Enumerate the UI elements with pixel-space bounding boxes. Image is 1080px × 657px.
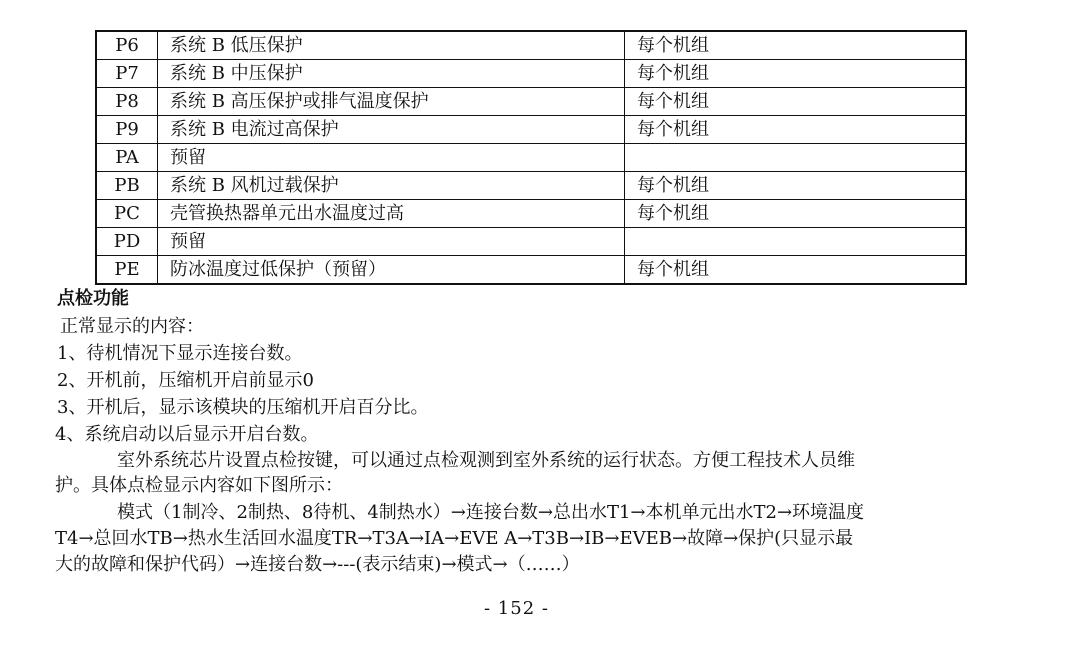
code-cell: PB: [96, 172, 158, 200]
code-cell: P8: [96, 88, 158, 116]
table-row: [96, 31, 966, 60]
paragraph-line: 室外系统芯片设置点检按键，可以通过点检观测到室外系统的运行状态。方便工程技术人员维: [117, 450, 855, 471]
paragraph-line: 护。具体点检显示内容如下图所示：: [55, 475, 343, 496]
list-item: 3、开机后，显示该模块的压缩机开启百分比。: [57, 397, 429, 418]
description-cell: 系统 B 高压保护或排气温度保护: [158, 88, 625, 116]
list-item: 4、系统启动以后显示开启台数。: [55, 424, 319, 445]
code-cell: PC: [96, 200, 158, 228]
scope-cell: [625, 144, 967, 172]
scope-cell: 每个机组: [625, 200, 967, 228]
description-cell: 系统 B 低压保护: [158, 31, 625, 60]
table-row: [96, 172, 966, 200]
description-cell: 系统 B 电流过高保护: [158, 116, 625, 144]
code-cell: PA: [96, 144, 158, 172]
list-item: 2、开机前，压缩机开启前显示0: [57, 370, 314, 391]
description-cell: 预留: [158, 228, 625, 256]
scope-cell: 每个机组: [625, 116, 967, 144]
table-body: [96, 31, 966, 284]
table-row: [96, 228, 966, 256]
description-cell: 壳管换热器单元出水温度过高: [158, 200, 625, 228]
paragraph-line: T4→总回水TB→热水生活回水温度TR→T3A→IA→EVE A→T3B→IB→EVEB→故障→保护(只显示最: [55, 528, 854, 549]
table-row: [96, 60, 966, 88]
scope-cell: 每个机组: [625, 31, 967, 60]
scope-cell: 每个机组: [625, 256, 967, 285]
table-row: [96, 144, 966, 172]
intro-text: 正常显示的内容：: [60, 316, 204, 337]
description-cell: 系统 B 风机过载保护: [158, 172, 625, 200]
code-cell: P6: [96, 31, 158, 60]
protection-code-table: [95, 30, 967, 285]
scope-cell: [625, 228, 967, 256]
code-cell: PD: [96, 228, 158, 256]
table-row: [96, 200, 966, 228]
paragraph-line: 大的故障和保护代码）→连接台数→---(表示结束)→模式→（……）: [55, 554, 580, 575]
scope-cell: 每个机组: [625, 60, 967, 88]
code-cell: PE: [96, 256, 158, 285]
description-cell: 防冰温度过低保护（预留）: [158, 256, 625, 285]
page-number: - 152 -: [484, 598, 549, 619]
description-cell: 预留: [158, 144, 625, 172]
table-row: [96, 88, 966, 116]
scope-cell: 每个机组: [625, 172, 967, 200]
section-title: 点检功能: [57, 288, 129, 309]
scope-cell: 每个机组: [625, 88, 967, 116]
table-row: [96, 256, 966, 285]
table-row: [96, 116, 966, 144]
code-cell: P9: [96, 116, 158, 144]
paragraph-line: 模式（1制冷、2制热、8待机、4制热水）→连接台数→总出水T1→本机单元出水T2→环境温度: [117, 502, 865, 523]
list-item: 1、待机情况下显示连接台数。: [57, 343, 303, 364]
code-cell: P7: [96, 60, 158, 88]
description-cell: 系统 B 中压保护: [158, 60, 625, 88]
